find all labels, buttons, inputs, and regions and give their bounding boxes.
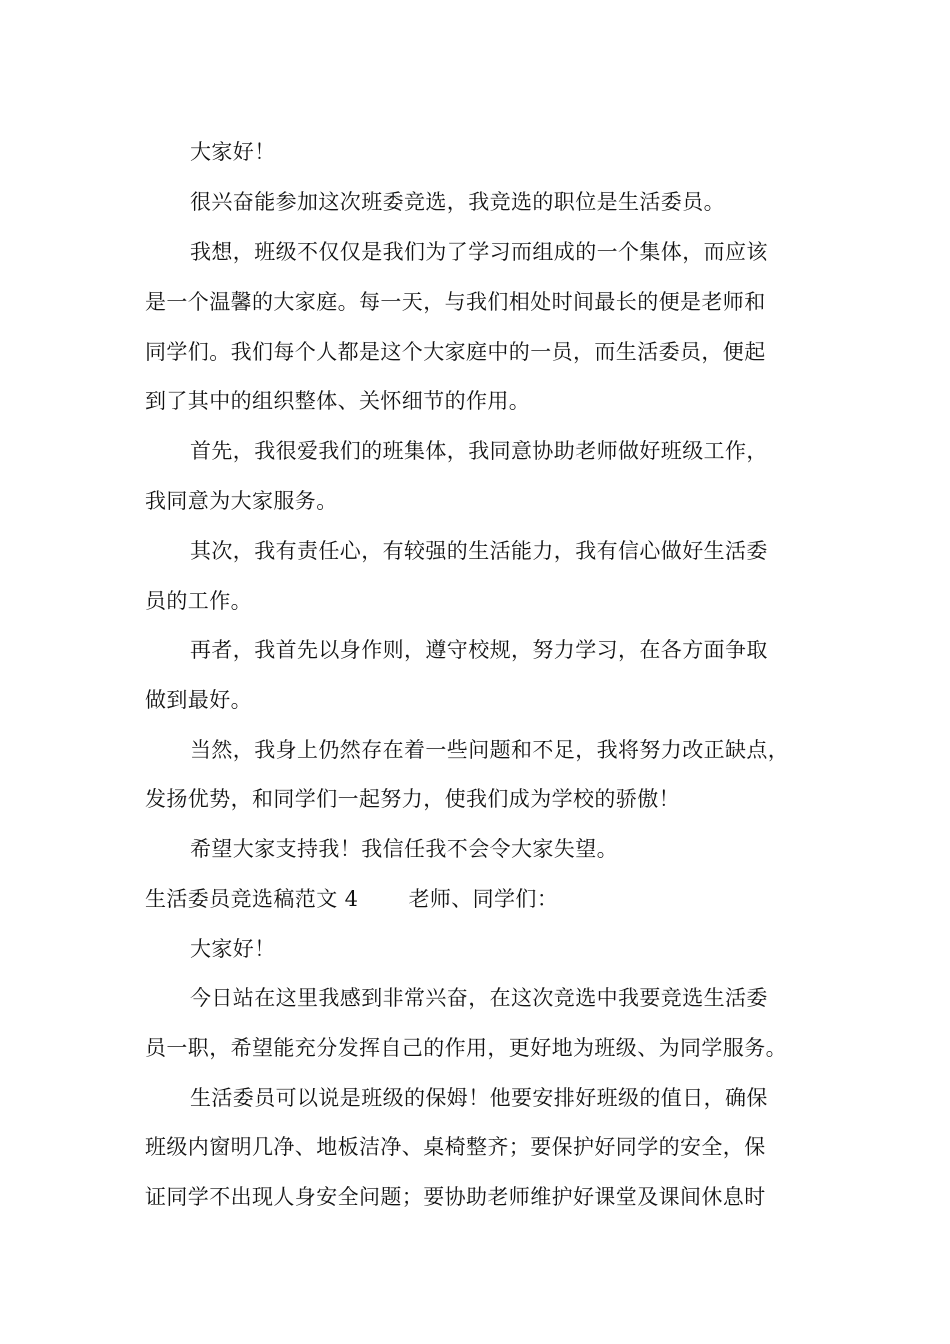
paragraph-line: 做到最好。 [145, 688, 252, 712]
paragraph-line: 今日站在这里我感到非常兴奋，在这次竞选中我要竞选生活委 [190, 986, 768, 1010]
heading-greeting: 老师、同学们： [408, 887, 559, 911]
paragraph-line: 员的工作。 [145, 589, 252, 613]
paragraph-line: 是一个温馨的大家庭。每一天，与我们相处时间最长的便是老师和 [145, 290, 766, 314]
paragraph-line: 班级内窗明几净、地板洁净、桌椅整齐；要保护好同学的安全，保 [145, 1135, 766, 1159]
paragraph-line: 到了其中的组织整体、关怀细节的作用。 [145, 389, 531, 413]
paragraph-line: 我同意为大家服务。 [145, 489, 338, 513]
paragraph-line: 希望大家支持我！我信任我不会令大家失望。 [190, 837, 618, 861]
paragraph-line: 很兴奋能参加这次班委竞选，我竞选的职位是生活委员。 [190, 190, 725, 214]
paragraph-line: 再者，我首先以身作则，遵守校规，努力学习，在各方面争取 [190, 638, 768, 662]
section-heading [145, 884, 825, 914]
paragraph-line: 发扬优势，和同学们一起努力，使我们成为学校的骄傲！ [145, 787, 680, 811]
paragraph-line: 生活委员可以说是班级的保姆！他要安排好班级的值日，确保 [190, 1086, 768, 1110]
paragraph-line: 其次，我有责任心，有较强的生活能力，我有信心做好生活委 [190, 539, 768, 563]
paragraph-line: 员一职，希望能充分发挥自己的作用，更好地为班级、为同学服务。 [145, 1036, 787, 1060]
paragraph-line: 当然，我身上仍然存在着一些问题和不足，我将努力改正缺点， [190, 738, 790, 762]
paragraph-line: 同学们。我们每个人都是这个大家庭中的一员，而生活委员，便起 [145, 340, 766, 364]
heading-title: 生活委员竞选稿范文 4 [145, 887, 359, 911]
paragraph-line: 大家好！ [190, 937, 276, 961]
paragraph-line: 我想，班级不仅仅是我们为了学习而组成的一个集体，而应该 [190, 240, 768, 264]
paragraph-line: 证同学不出现人身安全问题；要协助老师维护好课堂及课间休息时 [145, 1185, 766, 1209]
paragraph-line: 首先，我很爱我们的班集体，我同意协助老师做好班级工作， [190, 439, 768, 463]
paragraph-line: 大家好！ [190, 140, 276, 164]
